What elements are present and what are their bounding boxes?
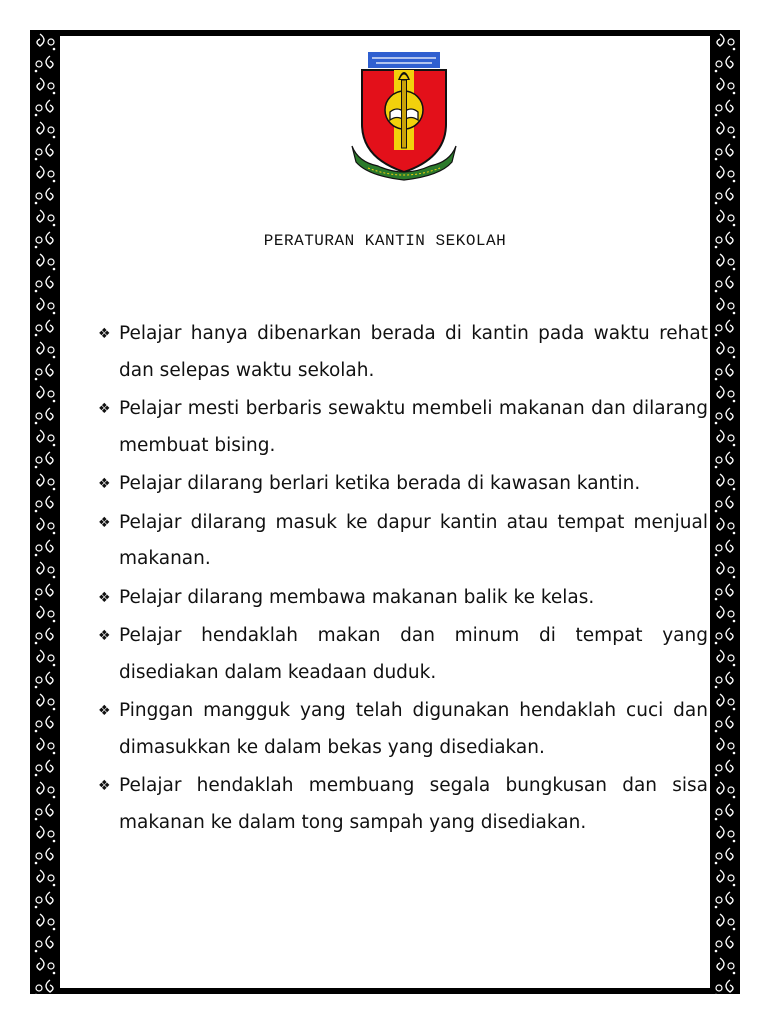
- rule-item: [98, 466, 708, 503]
- rule-item: [98, 618, 708, 691]
- four-diamond-bullet-icon: ❖: [98, 326, 111, 342]
- rule-text: Pelajar dilarang berlari ketika berada di kawasan kantin.: [119, 473, 641, 494]
- right-floral-border: [710, 30, 740, 994]
- rule-text: Pelajar mesti berbaris sewaktu membeli makanan dan dilarang membuat bising.: [119, 398, 708, 456]
- rule-item: [98, 580, 708, 617]
- rule-item: [98, 505, 708, 578]
- rule-item: [98, 768, 708, 841]
- left-floral-border: [30, 30, 60, 994]
- four-diamond-bullet-icon: ❖: [98, 628, 111, 644]
- crest-banner: [368, 52, 440, 68]
- rule-text: Pelajar dilarang membawa makanan balik ke kelas.: [119, 586, 595, 608]
- four-diamond-bullet-icon: ❖: [98, 476, 111, 492]
- rule-item: [98, 391, 708, 464]
- rule-text: Pinggan mangguk yang telah digunakan hendaklah cuci dan dimasukkan ke dalam bekas yang disediakan.: [119, 700, 708, 758]
- rule-text: Pelajar dilarang masuk ke dapur kantin atau tempat menjual makanan.: [119, 511, 708, 569]
- school-crest-icon: [348, 50, 460, 184]
- four-diamond-bullet-icon: ❖: [98, 401, 111, 417]
- decorative-border-frame: [30, 30, 740, 994]
- rule-text: Pelajar hanya dibenarkan berada di kantin pada waktu rehat dan selepas waktu sekolah.: [119, 323, 708, 381]
- rule-item: [98, 693, 708, 766]
- document-page: [60, 36, 710, 988]
- four-diamond-bullet-icon: ❖: [98, 514, 111, 531]
- rule-item: [98, 316, 708, 389]
- rule-text: Pelajar hendaklah makan dan minum di tempat yang disediakan dalam keadaan duduk.: [119, 625, 708, 683]
- four-diamond-bullet-icon: ❖: [98, 778, 111, 794]
- rules-list: [98, 316, 708, 843]
- page-title: PERATURAN KANTIN SEKOLAH: [263, 232, 507, 250]
- four-diamond-bullet-icon: ❖: [98, 703, 111, 719]
- four-diamond-bullet-icon: ❖: [98, 589, 111, 606]
- rule-text: Pelajar hendaklah membuang segala bungkusan dan sisa makanan ke dalam tong sampah yang disediakan.: [119, 775, 708, 833]
